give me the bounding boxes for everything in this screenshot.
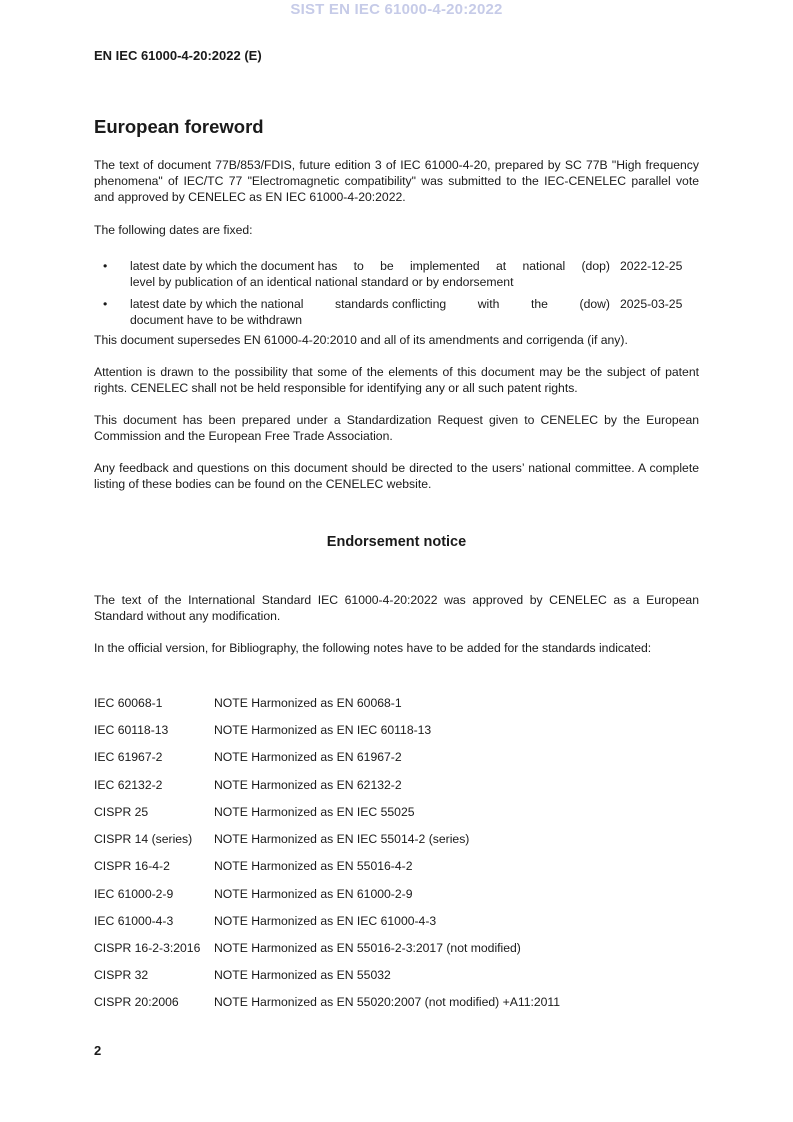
dates-intro: The following dates are fixed:: [94, 223, 253, 237]
date-item-dow: [94, 296, 699, 328]
harmonized-note: NOTE Harmonized as EN IEC 55025: [214, 805, 415, 819]
bibliography-note-row: [94, 967, 699, 983]
standard-ref: CISPR 16-4-2: [94, 859, 170, 873]
standard-ref: IEC 61967-2: [94, 750, 163, 764]
bibliography-note-row: [94, 940, 699, 956]
patent-paragraph: Attention is drawn to the possibility that some of the elements of this document may be the subject of patent rights. CENELEC shall not be held responsible for identifying any or all such patent rights.: [94, 365, 699, 395]
harmonized-note: NOTE Harmonized as EN IEC 61000-4-3: [214, 914, 437, 928]
date-item-dop: [94, 258, 699, 290]
word: latest date by which the national: [130, 297, 304, 311]
harmonized-note: NOTE Harmonized as EN IEC 55014-2 (series): [214, 832, 470, 846]
word: with: [477, 297, 500, 311]
word: (dow): [579, 297, 610, 311]
harmonized-note: NOTE Harmonized as EN 55032: [214, 968, 391, 982]
bibliography-note-row: [94, 695, 699, 711]
standard-ref: IEC 62132-2: [94, 778, 163, 792]
date-item-line: [130, 296, 610, 312]
date-item-text: [130, 258, 610, 290]
bibliography-note-row: [94, 749, 699, 765]
document-id-header: EN IEC 61000-4-20:2022 (E): [94, 48, 262, 63]
bibliography-note-row: [94, 994, 699, 1010]
word: national: [522, 259, 566, 273]
bibliography-note-row: [94, 777, 699, 793]
endorsement-paragraph: The text of the International Standard IEC 61000-4-20:2022 was approved by CENELEC as a European Standard without any modification.: [94, 593, 699, 623]
standard-ref: CISPR 14 (series): [94, 832, 193, 846]
harmonized-note: NOTE Harmonized as EN 62132-2: [214, 778, 402, 792]
watermark: SIST EN IEC 61000-4-20:2022: [290, 1, 503, 18]
word: implemented: [409, 259, 480, 273]
standardization-paragraph: This document has been prepared under a Standardization Request given to CENELEC by the European Commission and the European Free Trade Association.: [94, 413, 699, 443]
bibliography-note-row: [94, 722, 699, 738]
standard-ref: IEC 60068-1: [94, 696, 163, 710]
bullet-mark: •: [103, 259, 108, 273]
harmonized-note: NOTE Harmonized as EN 61967-2: [214, 750, 402, 764]
bibliography-note-row: [94, 913, 699, 929]
bibliography-note-row: [94, 831, 699, 847]
standard-ref: CISPR 32: [94, 968, 149, 982]
bullet-mark: •: [103, 297, 108, 311]
standard-ref: CISPR 20:2006: [94, 995, 179, 1009]
word: standards conflicting: [335, 297, 447, 311]
standard-ref: CISPR 16-2-3:2016: [94, 941, 201, 955]
endorsement-title: Endorsement notice: [326, 534, 467, 550]
harmonized-note: NOTE Harmonized as EN 55016-2-3:2017 (not modified): [214, 941, 521, 955]
bibliography-note-row: [94, 804, 699, 820]
date-item-line: level by publication of an identical national standard or by endorsement: [130, 275, 514, 289]
standard-ref: IEC 61000-2-9: [94, 887, 174, 901]
standard-ref: CISPR 25: [94, 805, 149, 819]
bibliography-intro: In the official version, for Bibliography, the following notes have to be added for the standards indicated:: [94, 641, 652, 655]
date-value: 2025-03-25: [620, 297, 683, 311]
harmonized-note: NOTE Harmonized as EN 55016-4-2: [214, 859, 413, 873]
bibliography-note-row: [94, 886, 699, 902]
word: to: [353, 259, 364, 273]
word: the: [530, 297, 548, 311]
word: (dop): [581, 259, 610, 273]
harmonized-note: NOTE Harmonized as EN 60068-1: [214, 696, 402, 710]
bibliography-note-row: [94, 858, 699, 874]
harmonized-note: NOTE Harmonized as EN 61000-2-9: [214, 887, 413, 901]
foreword-intro: The text of document 77B/853/FDIS, future edition 3 of IEC 61000-4-20, prepared by SC 77B "High frequency phenomena" of IEC/TC 77 "Electromagnetic compatibility" was submitted to the IEC-CENELEC parallel vote and approved by CENELEC as EN IEC 61000-4-20:2022.: [94, 158, 699, 204]
supersedes-paragraph: This document supersedes EN 61000-4-20:2010 and all of its amendments and corrigenda (if any).: [94, 333, 628, 347]
word: at: [496, 259, 507, 273]
date-value: 2022-12-25: [620, 259, 683, 273]
harmonized-note: NOTE Harmonized as EN 55020:2007 (not modified) +A11:2011: [214, 995, 561, 1009]
foreword-title: European foreword: [94, 116, 264, 137]
page-number: 2: [94, 1043, 102, 1058]
standard-ref: IEC 61000-4-3: [94, 914, 174, 928]
harmonized-note: NOTE Harmonized as EN IEC 60118-13: [214, 723, 432, 737]
feedback-paragraph: Any feedback and questions on this document should be directed to the users’ national committee. A complete listing of these bodies can be found on the CENELEC website.: [94, 461, 699, 491]
date-item-line: document have to be withdrawn: [130, 313, 303, 327]
word: be: [380, 259, 394, 273]
date-item-text: [130, 296, 610, 328]
date-item-line: [130, 258, 610, 274]
word: latest date by which the document has: [130, 259, 338, 273]
standard-ref: IEC 60118-13: [94, 723, 169, 737]
